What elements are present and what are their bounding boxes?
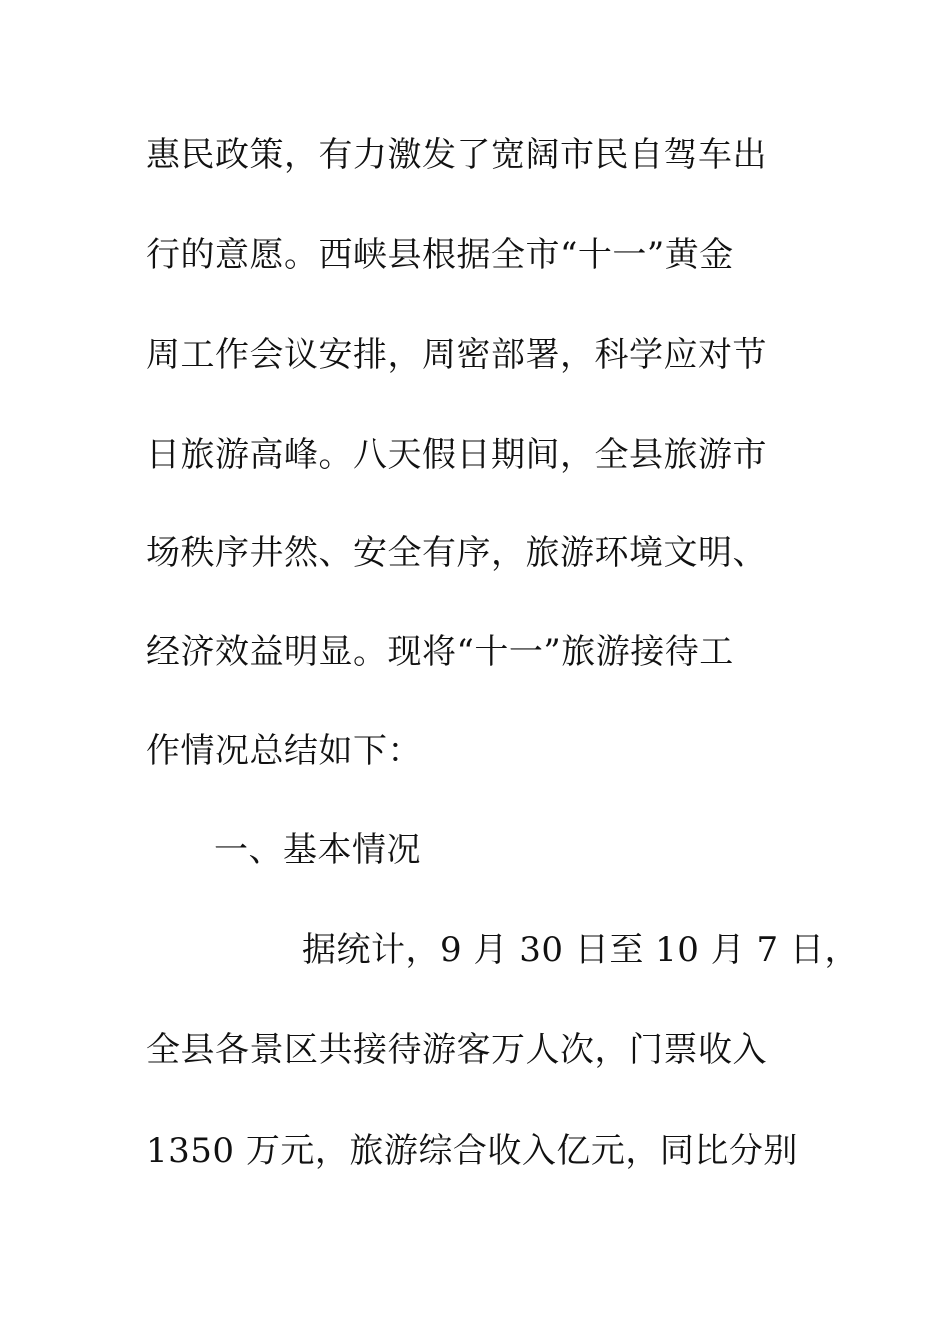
text-line: 据统计，9 月 30 日至 10 月 7 日， xyxy=(302,930,859,970)
text-line: 作情况总结如下： xyxy=(146,731,422,771)
text-line: 全县各景区共接待游客万人次，门票收入 xyxy=(146,1030,767,1070)
text-line: 日旅游高峰。八天假日期间，全县旅游市 xyxy=(146,435,767,475)
text-line: 场秩序井然、安全有序，旅游环境文明、 xyxy=(146,533,767,573)
section-heading: 一、基本情况 xyxy=(214,830,421,870)
text-line: 1350 万元，旅游综合收入亿元，同比分别 xyxy=(146,1131,798,1171)
text-line: 惠民政策，有力激发了宽阔市民自驾车出 xyxy=(146,135,767,175)
text-line: 周工作会议安排，周密部署，科学应对节 xyxy=(146,335,767,375)
text-line: 行的意愿。西峡县根据全市“十一”黄金 xyxy=(146,235,734,275)
text-line: 经济效益明显。现将“十一”旅游接待工 xyxy=(146,632,734,672)
